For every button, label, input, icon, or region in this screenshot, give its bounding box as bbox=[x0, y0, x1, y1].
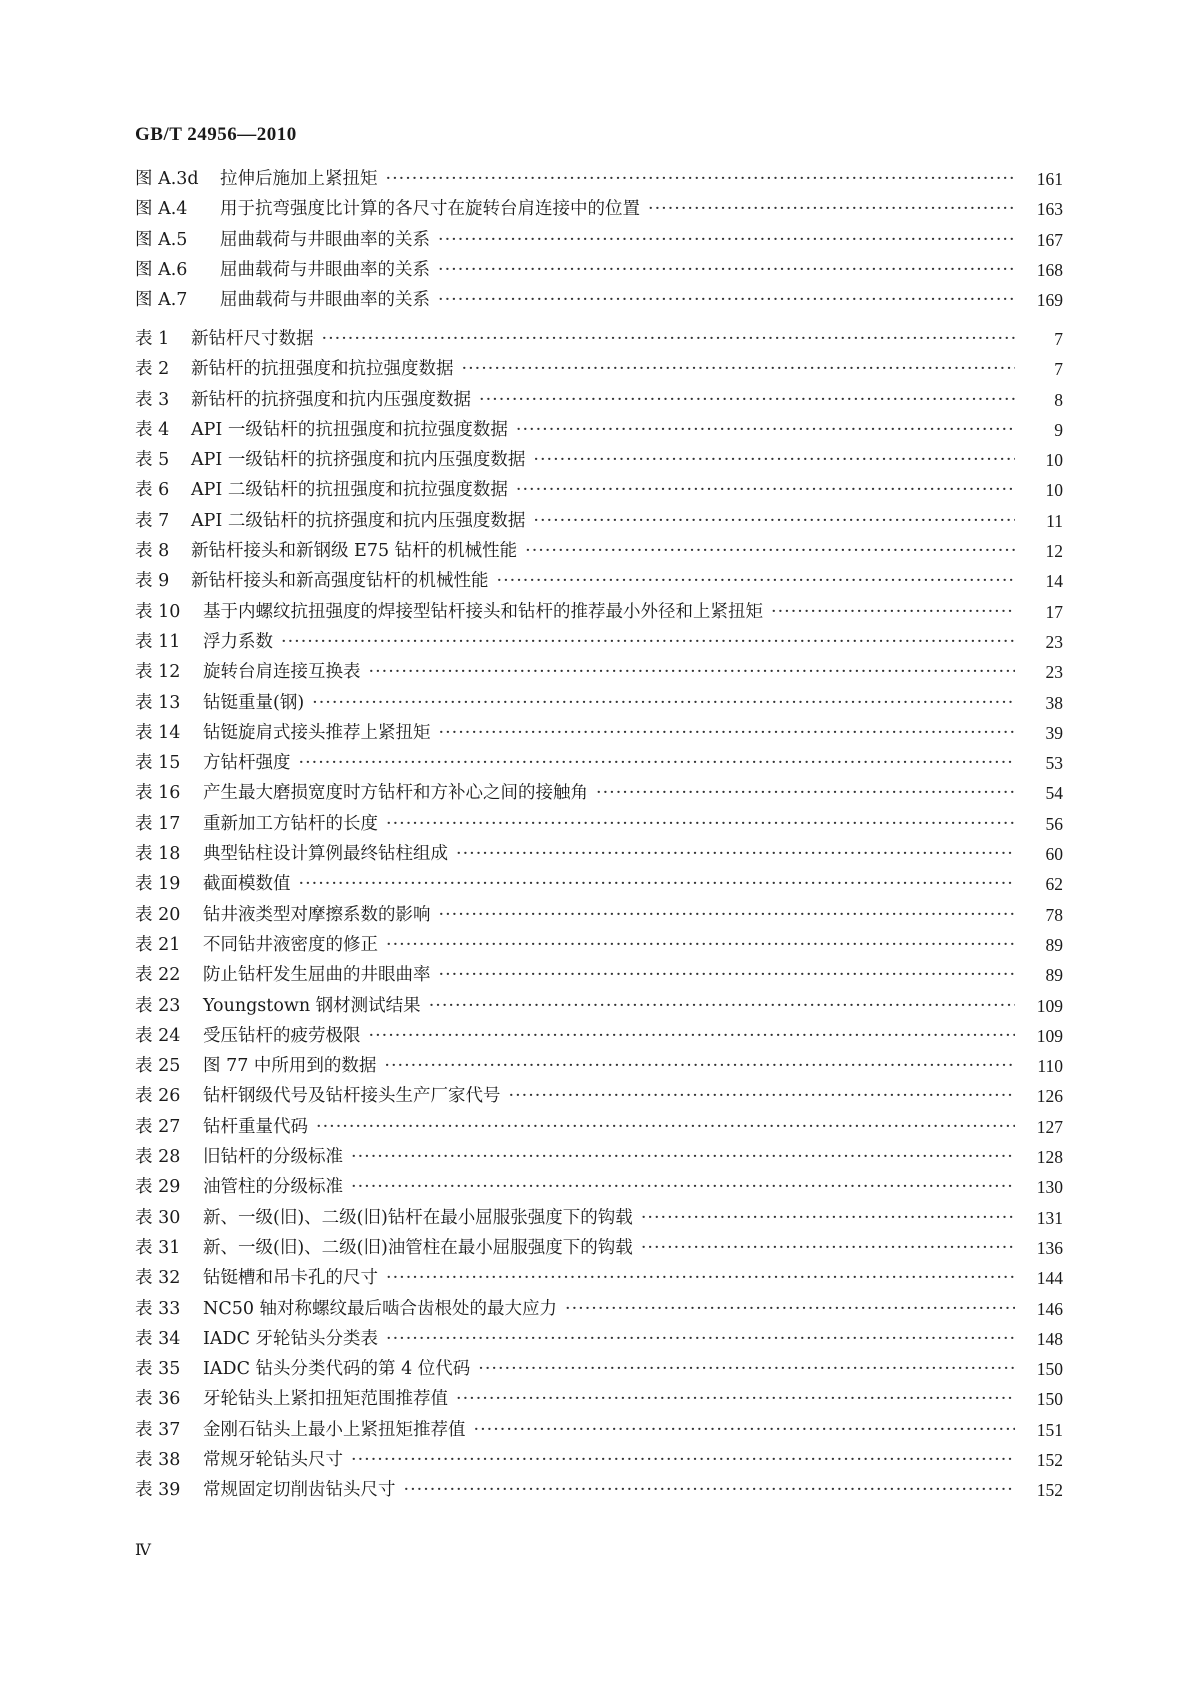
entry-number: 表 24 bbox=[135, 1025, 181, 1046]
entry-title: 浮力系数 bbox=[203, 631, 273, 652]
entry-title: API 二级钻杆的抗扭强度和抗拉强度数据 bbox=[191, 480, 508, 501]
entry-title: 常规固定切削齿钻头尺寸 bbox=[203, 1480, 396, 1501]
entry-page: 161 bbox=[1017, 164, 1063, 194]
entry-page: 136 bbox=[1017, 1233, 1063, 1263]
toc-entry[interactable] bbox=[135, 1324, 1063, 1354]
entry-title: 屈曲载荷与井眼曲率的关系 bbox=[220, 229, 430, 250]
toc-entry[interactable] bbox=[135, 1445, 1063, 1475]
toc-entry[interactable] bbox=[135, 991, 1063, 1021]
entry-title: 钻铤重量(钢) bbox=[203, 692, 305, 713]
entry-title: API 一级钻杆的抗扭强度和抗拉强度数据 bbox=[191, 419, 508, 440]
toc-entry[interactable] bbox=[135, 536, 1063, 566]
entry-page: 10 bbox=[1017, 445, 1063, 475]
entry-number: 表 18 bbox=[135, 844, 181, 865]
entry-title: 牙轮钻头上紧扣扭矩范围推荐值 bbox=[203, 1389, 448, 1410]
toc-entry[interactable] bbox=[135, 385, 1063, 415]
entry-page: 8 bbox=[1017, 385, 1063, 415]
entry-title: 重新加工方钻杆的长度 bbox=[203, 813, 378, 834]
entry-title: 钻铤旋肩式接头推荐上紧扭矩 bbox=[203, 722, 431, 743]
toc-entry[interactable] bbox=[135, 809, 1063, 839]
entry-title: 典型钻柱设计算例最终钻柱组成 bbox=[203, 844, 448, 865]
toc-entry[interactable] bbox=[135, 506, 1063, 536]
entry-page: 7 bbox=[1017, 324, 1063, 354]
entry-page: 60 bbox=[1017, 839, 1063, 869]
entry-number: 图 A.5 bbox=[135, 229, 188, 250]
toc-entry[interactable] bbox=[135, 285, 1063, 315]
toc-entry[interactable] bbox=[135, 164, 1063, 194]
entry-title: IADC 钻头分类代码的第 4 位代码 bbox=[203, 1359, 471, 1380]
entry-number: 表 20 bbox=[135, 904, 181, 925]
entry-number: 表 31 bbox=[135, 1237, 181, 1258]
toc-entry[interactable] bbox=[135, 657, 1063, 687]
entry-title: 屈曲载荷与井眼曲率的关系 bbox=[220, 290, 430, 311]
toc-entry[interactable] bbox=[135, 1384, 1063, 1414]
entry-number: 图 A.7 bbox=[135, 290, 188, 311]
entry-title: 新钻杆的抗扭强度和抗拉强度数据 bbox=[191, 359, 454, 380]
entry-number: 表 10 bbox=[135, 601, 181, 622]
toc-entry[interactable] bbox=[135, 1021, 1063, 1051]
entry-page: 39 bbox=[1017, 718, 1063, 748]
entry-title: 钻杆重量代码 bbox=[203, 1116, 308, 1137]
entry-number: 图 A.4 bbox=[135, 199, 188, 220]
entry-title: API 一级钻杆的抗挤强度和抗内压强度数据 bbox=[191, 450, 526, 471]
entry-number: 表 38 bbox=[135, 1449, 181, 1470]
entry-page: 148 bbox=[1017, 1324, 1063, 1354]
entry-page: 11 bbox=[1017, 506, 1063, 536]
entry-title: 新钻杆接头和新钢级 E75 钻杆的机械性能 bbox=[191, 541, 518, 562]
entry-page: 152 bbox=[1017, 1445, 1063, 1475]
entry-number: 表 7 bbox=[135, 510, 170, 531]
entry-number: 表 12 bbox=[135, 662, 181, 683]
entry-page: 10 bbox=[1017, 475, 1063, 505]
entry-number: 表 35 bbox=[135, 1359, 181, 1380]
entry-number: 表 37 bbox=[135, 1419, 181, 1440]
entry-number: 表 32 bbox=[135, 1268, 181, 1289]
toc-entry[interactable] bbox=[135, 597, 1063, 627]
standard-number-header: GB/T 24956—2010 bbox=[135, 124, 297, 145]
toc-entry[interactable] bbox=[135, 1415, 1063, 1445]
entry-number: 图 A.3d bbox=[135, 169, 199, 189]
entry-title: 图 77 中所用到的数据 bbox=[203, 1056, 377, 1077]
entry-page: 9 bbox=[1017, 415, 1063, 445]
toc-entry[interactable] bbox=[135, 445, 1063, 475]
toc-entry[interactable] bbox=[135, 930, 1063, 960]
table-list bbox=[135, 324, 1063, 1506]
entry-number: 表 27 bbox=[135, 1116, 181, 1137]
entry-title: 产生最大磨损宽度时方钻杆和方补心之间的接触角 bbox=[203, 783, 588, 804]
toc-entry[interactable] bbox=[135, 324, 1063, 354]
toc-entry[interactable] bbox=[135, 1475, 1063, 1505]
toc-entry[interactable] bbox=[135, 778, 1063, 808]
entry-page: 167 bbox=[1017, 225, 1063, 255]
entry-page: 168 bbox=[1017, 255, 1063, 285]
entry-number: 表 13 bbox=[135, 692, 181, 713]
entry-page: 38 bbox=[1017, 688, 1063, 718]
entry-page: 169 bbox=[1017, 285, 1063, 315]
toc-entry[interactable] bbox=[135, 354, 1063, 384]
entry-number: 表 1 bbox=[135, 329, 170, 349]
entry-page: 131 bbox=[1017, 1203, 1063, 1233]
entry-title: 防止钻杆发生屈曲的井眼曲率 bbox=[203, 965, 431, 986]
toc-entry[interactable] bbox=[135, 1294, 1063, 1324]
entry-title: 受压钻杆的疲劳极限 bbox=[203, 1025, 361, 1046]
entry-page: 89 bbox=[1017, 960, 1063, 990]
entry-title: 不同钻井液密度的修正 bbox=[203, 934, 378, 955]
entry-number: 表 8 bbox=[135, 541, 170, 562]
entry-number: 表 28 bbox=[135, 1147, 181, 1168]
entry-number: 表 17 bbox=[135, 813, 181, 834]
entry-number: 表 19 bbox=[135, 874, 181, 895]
entry-number: 表 11 bbox=[135, 631, 181, 652]
entry-title: 拉伸后施加上紧扭矩 bbox=[220, 169, 378, 189]
toc-entry[interactable] bbox=[135, 1142, 1063, 1172]
entry-number: 表 21 bbox=[135, 934, 181, 955]
entry-page: 23 bbox=[1017, 657, 1063, 687]
entry-title: 钻杆钢级代号及钻杆接头生产厂家代号 bbox=[203, 1086, 501, 1107]
toc-entry[interactable] bbox=[135, 194, 1063, 224]
page-number-roman: Ⅳ bbox=[135, 1542, 151, 1559]
entry-title: 油管柱的分级标准 bbox=[203, 1177, 343, 1198]
entry-page: 126 bbox=[1017, 1081, 1063, 1111]
entry-number: 表 26 bbox=[135, 1086, 181, 1107]
entry-page: 109 bbox=[1017, 991, 1063, 1021]
entry-title: 新钻杆接头和新高强度钻杆的机械性能 bbox=[191, 571, 489, 592]
entry-page: 128 bbox=[1017, 1142, 1063, 1172]
entry-page: 163 bbox=[1017, 194, 1063, 224]
entry-title: NC50 轴对称螺纹最后啮合齿根处的最大应力 bbox=[203, 1298, 558, 1319]
toc-entry[interactable] bbox=[135, 475, 1063, 505]
entry-title: 方钻杆强度 bbox=[203, 753, 291, 774]
entry-page: 89 bbox=[1017, 930, 1063, 960]
figure-list bbox=[135, 164, 1063, 315]
entry-page: 56 bbox=[1017, 809, 1063, 839]
entry-page: 53 bbox=[1017, 748, 1063, 778]
entry-number: 表 22 bbox=[135, 965, 181, 986]
entry-number: 图 A.6 bbox=[135, 259, 188, 280]
toc-entry[interactable] bbox=[135, 255, 1063, 285]
entry-number: 表 2 bbox=[135, 359, 170, 380]
entry-page: 144 bbox=[1017, 1263, 1063, 1293]
entry-number: 表 33 bbox=[135, 1298, 181, 1319]
entry-number: 表 39 bbox=[135, 1480, 181, 1501]
entry-number: 表 6 bbox=[135, 480, 170, 501]
entry-page: 152 bbox=[1017, 1475, 1063, 1505]
entry-page: 151 bbox=[1017, 1415, 1063, 1445]
entry-title: 新钻杆尺寸数据 bbox=[191, 329, 314, 349]
entry-page: 7 bbox=[1017, 354, 1063, 384]
entry-number: 表 15 bbox=[135, 753, 181, 774]
entry-page: 127 bbox=[1017, 1112, 1063, 1142]
toc-entry[interactable] bbox=[135, 900, 1063, 930]
entry-title: 新、一级(旧)、二级(旧)钻杆在最小屈服张强度下的钩载 bbox=[203, 1207, 633, 1228]
entry-title: 新、一级(旧)、二级(旧)油管柱在最小屈服强度下的钩载 bbox=[203, 1237, 633, 1258]
entry-title: API 二级钻杆的抗挤强度和抗内压强度数据 bbox=[191, 510, 526, 531]
toc-entry[interactable] bbox=[135, 688, 1063, 718]
entry-number: 表 30 bbox=[135, 1207, 181, 1228]
toc-entry[interactable] bbox=[135, 869, 1063, 899]
entry-page: 62 bbox=[1017, 869, 1063, 899]
toc-entry[interactable] bbox=[135, 1172, 1063, 1202]
entry-page: 78 bbox=[1017, 900, 1063, 930]
entry-page: 130 bbox=[1017, 1172, 1063, 1202]
entry-number: 表 29 bbox=[135, 1177, 181, 1198]
toc-entry[interactable] bbox=[135, 1354, 1063, 1384]
entry-title: 旧钻杆的分级标准 bbox=[203, 1147, 343, 1168]
entry-number: 表 23 bbox=[135, 995, 181, 1016]
entry-title: 新钻杆的抗挤强度和抗内压强度数据 bbox=[191, 389, 471, 410]
entry-number: 表 5 bbox=[135, 450, 170, 471]
toc-entry[interactable] bbox=[135, 960, 1063, 990]
entry-page: 110 bbox=[1017, 1051, 1063, 1081]
entry-number: 表 25 bbox=[135, 1056, 181, 1077]
toc-entry[interactable] bbox=[135, 718, 1063, 748]
entry-page: 150 bbox=[1017, 1354, 1063, 1384]
toc-entry[interactable] bbox=[135, 1233, 1063, 1263]
toc-entry[interactable] bbox=[135, 748, 1063, 778]
entry-page: 109 bbox=[1017, 1021, 1063, 1051]
entry-title: IADC 牙轮钻头分类表 bbox=[203, 1328, 379, 1349]
toc-entry[interactable] bbox=[135, 1051, 1063, 1081]
entry-title: 常规牙轮钻头尺寸 bbox=[203, 1449, 343, 1470]
toc-entry[interactable] bbox=[135, 839, 1063, 869]
entry-title: Youngstown 钢材测试结果 bbox=[203, 995, 421, 1016]
toc-entry[interactable] bbox=[135, 225, 1063, 255]
entry-title: 用于抗弯强度比计算的各尺寸在旋转台肩连接中的位置 bbox=[220, 199, 640, 220]
entry-number: 表 4 bbox=[135, 419, 170, 440]
entry-number: 表 16 bbox=[135, 783, 181, 804]
entry-number: 表 14 bbox=[135, 722, 181, 743]
toc-entry[interactable] bbox=[135, 566, 1063, 596]
entry-title: 屈曲载荷与井眼曲率的关系 bbox=[220, 259, 430, 280]
entry-page: 54 bbox=[1017, 778, 1063, 808]
entry-number: 表 36 bbox=[135, 1389, 181, 1410]
entry-page: 14 bbox=[1017, 566, 1063, 596]
entry-title: 钻井液类型对摩擦系数的影响 bbox=[203, 904, 431, 925]
toc-entry[interactable] bbox=[135, 627, 1063, 657]
entry-page: 146 bbox=[1017, 1294, 1063, 1324]
entry-page: 17 bbox=[1017, 597, 1063, 627]
entry-number: 表 9 bbox=[135, 571, 170, 592]
toc-entry[interactable] bbox=[135, 1081, 1063, 1111]
entry-number: 表 3 bbox=[135, 389, 170, 410]
toc-entry[interactable] bbox=[135, 415, 1063, 445]
entry-number: 表 34 bbox=[135, 1328, 181, 1349]
entry-title: 基于内螺纹抗扭强度的焊接型钻杆接头和钻杆的推荐最小外径和上紧扭矩 bbox=[203, 601, 763, 622]
entry-page: 23 bbox=[1017, 627, 1063, 657]
entry-title: 截面模数值 bbox=[203, 874, 291, 895]
entry-title: 钻铤槽和吊卡孔的尺寸 bbox=[203, 1268, 378, 1289]
toc-entry[interactable] bbox=[135, 1203, 1063, 1233]
entry-page: 12 bbox=[1017, 536, 1063, 566]
toc-entry[interactable] bbox=[135, 1263, 1063, 1293]
entry-page: 150 bbox=[1017, 1384, 1063, 1414]
entry-title: 金刚石钻头上最小上紧扭矩推荐值 bbox=[203, 1419, 466, 1440]
entry-title: 旋转台肩连接互换表 bbox=[203, 662, 361, 683]
toc-entry[interactable] bbox=[135, 1112, 1063, 1142]
